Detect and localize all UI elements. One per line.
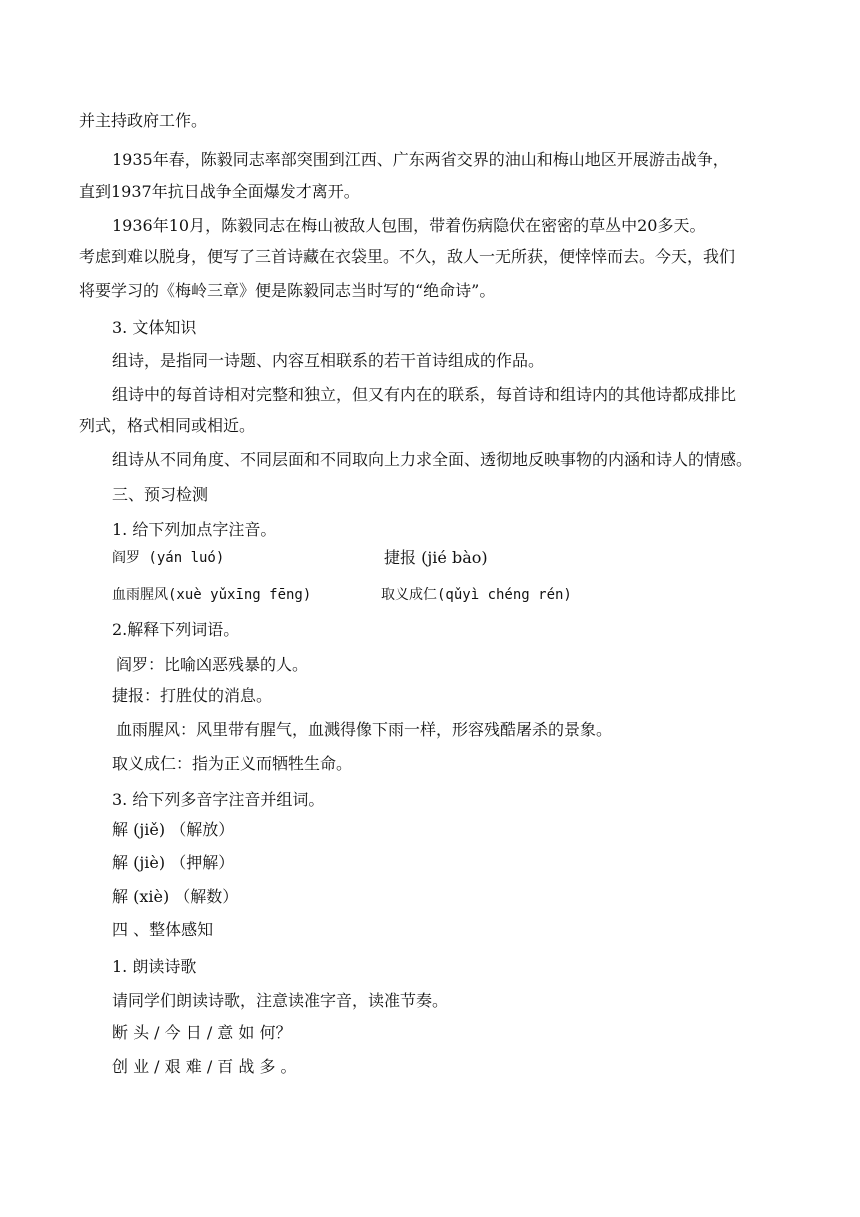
text-line: 组诗中的每首诗相对完整和独立，但又有内在的联系，每首诗和组诗内的其他诗都成排比 (112, 385, 737, 404)
polyphone-item: 解 (jiè) （押解） (112, 853, 235, 872)
text-line: 组诗从不同角度、不同层面和不同取向上力求全面、透彻地反映事物的内涵和诗人的情感。 (112, 450, 753, 469)
question-heading: 2.解释下列词语。 (112, 620, 240, 639)
text-line: 请同学们朗读诗歌，注意读准字音，读准节奏。 (112, 991, 449, 1010)
text-line: 列式，格式相同或相近。 (79, 416, 256, 435)
polyphone-item: 解 (xiè) （解数） (112, 887, 239, 906)
definition-line: 血雨腥风：风里带有腥气，血溅得像下雨一样，形容残酷屠杀的景象。 (116, 720, 613, 739)
definition-line: 捷报：打胜仗的消息。 (112, 686, 273, 705)
question-heading: 3. 给下列多音字注音并组词。 (112, 790, 325, 809)
definition-line: 阎罗：比喻凶恶残暴的人。 (116, 655, 309, 674)
polyphone-item: 解 (jiě) （解放） (112, 820, 235, 839)
text-line: 并主持政府工作。 (79, 111, 208, 130)
section-heading: 三、预习检测 (112, 485, 209, 504)
section-heading: 四 、整体感知 (112, 920, 214, 939)
poem-line: 创 业 / 艰 难 / 百 战 多 。 (112, 1057, 297, 1076)
pinyin-item: 阎罗 (yán luó) (112, 550, 225, 566)
definition-line: 取义成仁：指为正义而牺牲生命。 (112, 754, 353, 773)
pinyin-item: 血雨腥风(xuè yǔxīng fēng) (112, 587, 312, 603)
question-heading: 1. 朗读诗歌 (112, 957, 197, 976)
pinyin-item: 取义成仁(qǔyì chéng rén) (381, 587, 572, 603)
text-line: 组诗，是指同一诗题、内容互相联系的若干首诗组成的作品。 (112, 351, 545, 370)
poem-line: 断 头 / 今 日 / 意 如 何？ (112, 1023, 292, 1042)
question-heading: 1. 给下列加点字注音。 (112, 520, 277, 539)
text-line: 将要学习的《梅岭三章》便是陈毅同志当时写的“绝命诗”。 (79, 281, 496, 300)
text-line: 1935年春，陈毅同志率部突围到江西、广东两省交界的油山和梅山地区开展游击战争， (112, 150, 729, 169)
pinyin-item: 捷报 (jié bào) (384, 548, 488, 567)
section-heading: 3. 文体知识 (112, 318, 197, 337)
text-line: 考虑到难以脱身，便写了三首诗藏在衣袋里。不久，敌人一无所获，便悻悻而去。今天，我们 (79, 247, 736, 266)
text-line: 直到1937年抗日战争全面爆发才离开。 (79, 182, 360, 201)
text-line: 1936年10月，陈毅同志在梅山被敌人包围，带着伤病隐伏在密密的草丛中20多天。 (112, 216, 706, 235)
